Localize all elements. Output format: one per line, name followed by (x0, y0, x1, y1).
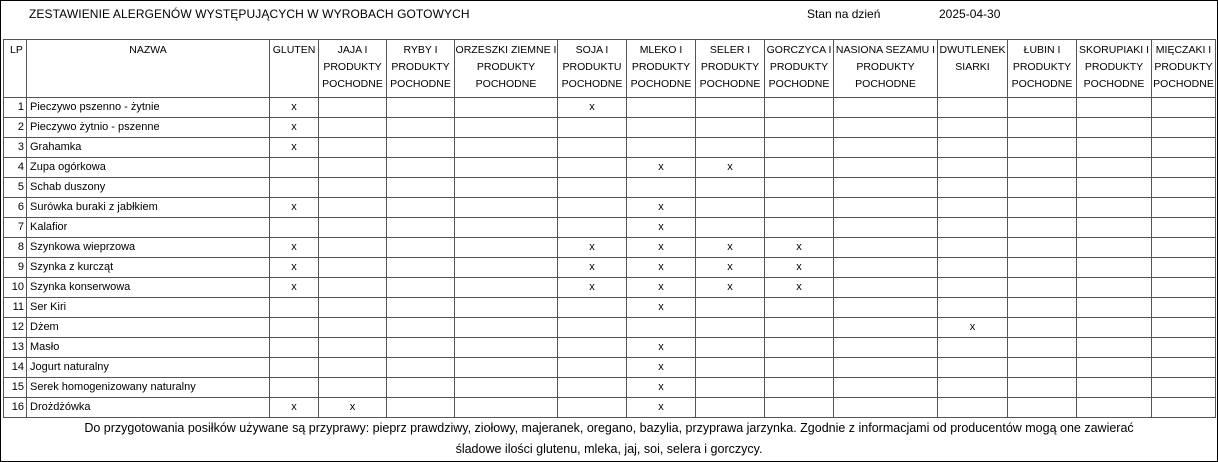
product-name: Jogurt naturalny (27, 358, 270, 378)
allergen-cell (1008, 318, 1077, 338)
allergen-cell (834, 378, 938, 398)
product-name: Ser Kiri (27, 298, 270, 318)
allergen-cell (387, 238, 455, 258)
allergen-cell (834, 138, 938, 158)
allergen-cell: x (765, 258, 834, 278)
product-name: Szynka konserwowa (27, 278, 270, 298)
table-row (4, 358, 1216, 378)
allergen-cell (1152, 398, 1216, 418)
allergen-cell (558, 298, 627, 318)
allergen-cell (319, 298, 387, 318)
product-name: Szynkowa wieprzowa (27, 238, 270, 258)
allergen-cell (319, 358, 387, 378)
allergen-cell: x (627, 258, 696, 278)
row-number: 7 (4, 218, 27, 238)
allergen-cell (1077, 138, 1152, 158)
product-name: Zupa ogórkowa (27, 158, 270, 178)
allergen-cell (558, 198, 627, 218)
allergen-cell (1152, 258, 1216, 278)
allergen-cell (834, 298, 938, 318)
allergen-cell (765, 178, 834, 198)
allergen-cell (938, 278, 1008, 298)
allergen-cell (270, 178, 319, 198)
row-number: 3 (4, 138, 27, 158)
allergen-cell (1008, 238, 1077, 258)
allergen-header: ŁUBIN I PRODUKTY POCHODNE (1008, 40, 1077, 98)
allergen-cell: x (627, 198, 696, 218)
allergen-cell (455, 178, 558, 198)
allergen-cell (1152, 238, 1216, 258)
table-row (4, 238, 1216, 258)
allergen-cell: x (270, 198, 319, 218)
allergen-cell (696, 98, 765, 118)
allergen-header: SKORUPIAKI I PRODUKTY POCHODNE (1077, 40, 1152, 98)
allergen-cell (1077, 298, 1152, 318)
allergen-cell: x (627, 278, 696, 298)
allergen-cell (696, 358, 765, 378)
allergen-cell (455, 118, 558, 138)
allergen-cell (938, 238, 1008, 258)
allergen-cell (765, 138, 834, 158)
allergen-cell (1008, 98, 1077, 118)
allergen-cell: x (627, 218, 696, 238)
allergen-cell (387, 318, 455, 338)
table-header-row (4, 40, 1216, 98)
row-number: 4 (4, 158, 27, 178)
product-name: Masło (27, 338, 270, 358)
row-number: 2 (4, 118, 27, 138)
allergen-header: GLUTEN (270, 40, 319, 98)
allergen-cell (938, 98, 1008, 118)
allergen-cell (270, 378, 319, 398)
allergen-cell (834, 398, 938, 418)
allergen-cell: x (558, 258, 627, 278)
allergen-cell (455, 98, 558, 118)
allergen-cell: x (696, 278, 765, 298)
allergen-cell (938, 198, 1008, 218)
date-label: Stan na dzień (807, 7, 881, 21)
allergen-cell (765, 98, 834, 118)
name-header: NAZWA (27, 40, 270, 98)
allergen-cell (455, 278, 558, 298)
table-row (4, 318, 1216, 338)
row-number: 15 (4, 378, 27, 398)
allergen-cell (270, 318, 319, 338)
allergen-cell (558, 358, 627, 378)
allergen-cell: x (270, 98, 319, 118)
row-number: 8 (4, 238, 27, 258)
allergen-cell (319, 378, 387, 398)
allergen-cell (455, 198, 558, 218)
allergen-header: RYBY I PRODUKTY POCHODNE (387, 40, 455, 98)
allergen-cell (938, 118, 1008, 138)
product-name: Dżem (27, 318, 270, 338)
allergen-cell: x (765, 278, 834, 298)
allergen-cell (1152, 298, 1216, 318)
allergen-cell (1152, 218, 1216, 238)
allergen-cell: x (558, 238, 627, 258)
allergen-header: MLEKO I PRODUKTY POCHODNE (627, 40, 696, 98)
allergen-cell (834, 238, 938, 258)
date-value: 2025-04-30 (939, 7, 1001, 21)
row-number: 14 (4, 358, 27, 378)
table-row (4, 158, 1216, 178)
row-number: 5 (4, 178, 27, 198)
table-row (4, 258, 1216, 278)
product-name: Pieczywo pszenno - żytnie (27, 98, 270, 118)
allergen-cell (387, 178, 455, 198)
allergen-cell (1008, 258, 1077, 278)
allergen-cell (387, 338, 455, 358)
allergen-cell (938, 378, 1008, 398)
allergen-cell (627, 178, 696, 198)
allergen-cell (558, 338, 627, 358)
allergen-cell (1077, 378, 1152, 398)
allergen-cell: x (270, 138, 319, 158)
table-row (4, 178, 1216, 198)
allergen-cell (1077, 398, 1152, 418)
allergen-cell: x (558, 98, 627, 118)
allergen-cell: x (627, 398, 696, 418)
allergen-cell: x (270, 118, 319, 138)
table-row (4, 338, 1216, 358)
row-number: 11 (4, 298, 27, 318)
allergen-cell (558, 118, 627, 138)
allergen-cell (834, 218, 938, 238)
allergen-cell (319, 138, 387, 158)
allergen-header: NASIONA SEZAMU I PRODUKTY POCHODNE (834, 40, 938, 98)
allergen-cell (765, 298, 834, 318)
allergen-cell: x (696, 238, 765, 258)
allergen-cell (696, 178, 765, 198)
allergen-cell (1152, 118, 1216, 138)
allergen-cell (387, 378, 455, 398)
allergen-cell (1008, 218, 1077, 238)
allergen-cell (938, 358, 1008, 378)
allergen-cell (1008, 298, 1077, 318)
allergen-cell (319, 198, 387, 218)
row-number: 16 (4, 398, 27, 418)
allergen-cell: x (627, 338, 696, 358)
allergen-cell (1152, 378, 1216, 398)
allergen-header: GORCZYCA I PRODUKTY POCHODNE (765, 40, 834, 98)
allergen-cell (1077, 318, 1152, 338)
allergen-cell (765, 218, 834, 238)
allergen-cell (1008, 278, 1077, 298)
allergen-cell (765, 338, 834, 358)
allergen-cell: x (938, 318, 1008, 338)
allergen-header: SELER I PRODUKTY POCHODNE (696, 40, 765, 98)
allergen-cell (270, 298, 319, 318)
allergen-cell (1077, 358, 1152, 378)
footer-note (1, 418, 1217, 460)
row-number: 1 (4, 98, 27, 118)
allergen-cell (558, 318, 627, 338)
allergen-cell (627, 98, 696, 118)
allergen-cell: x (270, 398, 319, 418)
allergen-cell (1008, 358, 1077, 378)
row-number: 12 (4, 318, 27, 338)
product-name: Szynka z kurcząt (27, 258, 270, 278)
allergen-cell (696, 398, 765, 418)
allergen-cell (387, 218, 455, 238)
product-name: Grahamka (27, 138, 270, 158)
allergen-cell (627, 318, 696, 338)
allergen-cell (558, 378, 627, 398)
row-number: 6 (4, 198, 27, 218)
allergen-cell (834, 178, 938, 198)
allergen-cell (387, 358, 455, 378)
table-row (4, 138, 1216, 158)
allergen-cell (1152, 98, 1216, 118)
allergen-cell (455, 218, 558, 238)
table-row (4, 218, 1216, 238)
allergen-cell (938, 158, 1008, 178)
allergen-cell (1077, 198, 1152, 218)
allergen-cell (765, 318, 834, 338)
footer-note-line-1: Do przygotowania posiłków używane są przyprawy: pieprz prawdziwy, ziołowy, majeranek, oregano, bazylia, przyprawa jarzynka. Zgodnie z informacjami od producentów mogą one zawierać (84, 421, 1134, 435)
allergen-cell (696, 378, 765, 398)
allergen-cell (1077, 238, 1152, 258)
allergen-cell (270, 358, 319, 378)
allergen-cell (938, 398, 1008, 418)
allergen-cell: x (270, 278, 319, 298)
allergen-cell (455, 258, 558, 278)
allergen-cell (1152, 358, 1216, 378)
allergen-cell (319, 338, 387, 358)
allergen-cell (1077, 98, 1152, 118)
allergen-cell: x (627, 358, 696, 378)
allergen-header: MIĘCZAKI I PRODUKTY POCHODNE (1152, 40, 1216, 98)
allergen-cell (696, 118, 765, 138)
allergen-cell (455, 378, 558, 398)
row-number: 13 (4, 338, 27, 358)
allergen-cell (938, 338, 1008, 358)
allergen-cell (319, 118, 387, 138)
allergen-cell (1152, 198, 1216, 218)
table-row (4, 98, 1216, 118)
allergen-cell (270, 338, 319, 358)
allergen-cell (1008, 338, 1077, 358)
allergen-cell (319, 158, 387, 178)
table-row (4, 298, 1216, 318)
allergen-table (3, 39, 1216, 418)
allergen-cell (455, 138, 558, 158)
allergen-cell: x (627, 238, 696, 258)
title-row (1, 1, 1217, 27)
allergen-cell (319, 238, 387, 258)
allergen-cell (834, 198, 938, 218)
allergen-cell (1077, 158, 1152, 178)
allergen-cell: x (696, 158, 765, 178)
allergen-cell (696, 138, 765, 158)
allergen-cell (1077, 278, 1152, 298)
allergen-cell (627, 118, 696, 138)
allergen-header: JAJA I PRODUKTY POCHODNE (319, 40, 387, 98)
allergen-cell (319, 178, 387, 198)
allergen-cell (455, 298, 558, 318)
product-name: Serek homogenizowany naturalny (27, 378, 270, 398)
allergen-cell: x (627, 158, 696, 178)
table-row (4, 278, 1216, 298)
allergen-cell (319, 318, 387, 338)
allergen-cell (558, 218, 627, 238)
allergen-cell: x (627, 378, 696, 398)
allergen-cell (938, 258, 1008, 278)
allergen-cell (1152, 158, 1216, 178)
allergen-cell (1152, 318, 1216, 338)
allergen-cell (558, 398, 627, 418)
footer-note-line-2: śladowe ilości glutenu, mleka, jaj, soi, selera i gorczycy. (455, 442, 763, 456)
allergen-cell (1008, 178, 1077, 198)
allergen-cell (696, 318, 765, 338)
allergen-cell (319, 278, 387, 298)
allergen-cell: x (319, 398, 387, 418)
allergen-cell: x (270, 238, 319, 258)
allergen-cell (558, 178, 627, 198)
allergen-cell (765, 158, 834, 178)
allergen-cell (387, 278, 455, 298)
table-row (4, 398, 1216, 418)
allergen-cell (765, 358, 834, 378)
allergen-cell (1152, 178, 1216, 198)
allergen-cell (938, 138, 1008, 158)
allergen-cell (1152, 278, 1216, 298)
product-name: Surówka buraki z jabłkiem (27, 198, 270, 218)
allergen-cell (765, 118, 834, 138)
allergen-cell (834, 258, 938, 278)
allergen-cell (455, 318, 558, 338)
allergen-cell (387, 258, 455, 278)
allergen-cell (1077, 338, 1152, 358)
allergen-cell (387, 298, 455, 318)
allergen-cell (387, 398, 455, 418)
allergen-cell (834, 118, 938, 138)
product-name: Kalafior (27, 218, 270, 238)
allergen-cell: x (627, 298, 696, 318)
allergen-cell (1008, 138, 1077, 158)
allergen-cell (455, 398, 558, 418)
allergen-cell (1077, 258, 1152, 278)
allergen-cell (387, 158, 455, 178)
allergen-cell (387, 138, 455, 158)
allergen-cell (1152, 338, 1216, 358)
allergen-cell (696, 298, 765, 318)
allergen-header: SOJA I PRODUKTU POCHODNE (558, 40, 627, 98)
row-number: 10 (4, 278, 27, 298)
allergen-cell (938, 298, 1008, 318)
table-row (4, 198, 1216, 218)
product-name: Schab duszony (27, 178, 270, 198)
allergen-cell (1008, 398, 1077, 418)
allergen-cell (765, 398, 834, 418)
lp-header: LP (4, 40, 27, 98)
allergen-header: ORZESZKI ZIEMNE I PRODUKTY POCHODNE (455, 40, 558, 98)
allergen-cell (834, 338, 938, 358)
allergen-cell (1008, 198, 1077, 218)
allergen-cell (455, 338, 558, 358)
allergen-cell (1008, 118, 1077, 138)
sheet-title: ZESTAWIENIE ALERGENÓW WYSTĘPUJĄCYCH W WYROBACH GOTOWYCH (29, 7, 470, 21)
allergen-cell (270, 158, 319, 178)
allergen-cell (696, 218, 765, 238)
allergen-cell (387, 198, 455, 218)
allergen-cell (455, 158, 558, 178)
allergen-cell (319, 98, 387, 118)
allergen-cell (1077, 178, 1152, 198)
allergen-cell (765, 378, 834, 398)
allergen-cell (319, 218, 387, 238)
allergen-cell (387, 118, 455, 138)
allergen-cell (455, 238, 558, 258)
allergen-cell (558, 158, 627, 178)
allergen-cell: x (765, 238, 834, 258)
allergen-cell (1008, 158, 1077, 178)
allergen-cell (1008, 378, 1077, 398)
allergen-cell (696, 198, 765, 218)
allergen-cell (834, 278, 938, 298)
row-number: 9 (4, 258, 27, 278)
allergen-cell (834, 158, 938, 178)
allergen-cell (938, 218, 1008, 238)
allergen-cell (696, 338, 765, 358)
table-row (4, 378, 1216, 398)
allergen-cell (1077, 118, 1152, 138)
allergen-cell (1152, 138, 1216, 158)
allergen-cell (765, 198, 834, 218)
allergen-cell (938, 178, 1008, 198)
product-name: Drożdżówka (27, 398, 270, 418)
allergen-header: DWUTLENEK SIARKI (938, 40, 1008, 98)
allergen-cell (558, 138, 627, 158)
table-body (4, 98, 1216, 418)
allergen-cell (834, 98, 938, 118)
allergen-cell (270, 218, 319, 238)
allergen-cell (387, 98, 455, 118)
allergen-cell (319, 258, 387, 278)
allergen-cell: x (558, 278, 627, 298)
table-row (4, 118, 1216, 138)
allergen-cell (834, 318, 938, 338)
allergen-cell: x (270, 258, 319, 278)
allergen-cell (1077, 218, 1152, 238)
product-name: Pieczywo żytnio - pszenne (27, 118, 270, 138)
allergen-cell (455, 358, 558, 378)
allergen-cell (834, 358, 938, 378)
allergen-cell (627, 138, 696, 158)
allergen-cell: x (696, 258, 765, 278)
